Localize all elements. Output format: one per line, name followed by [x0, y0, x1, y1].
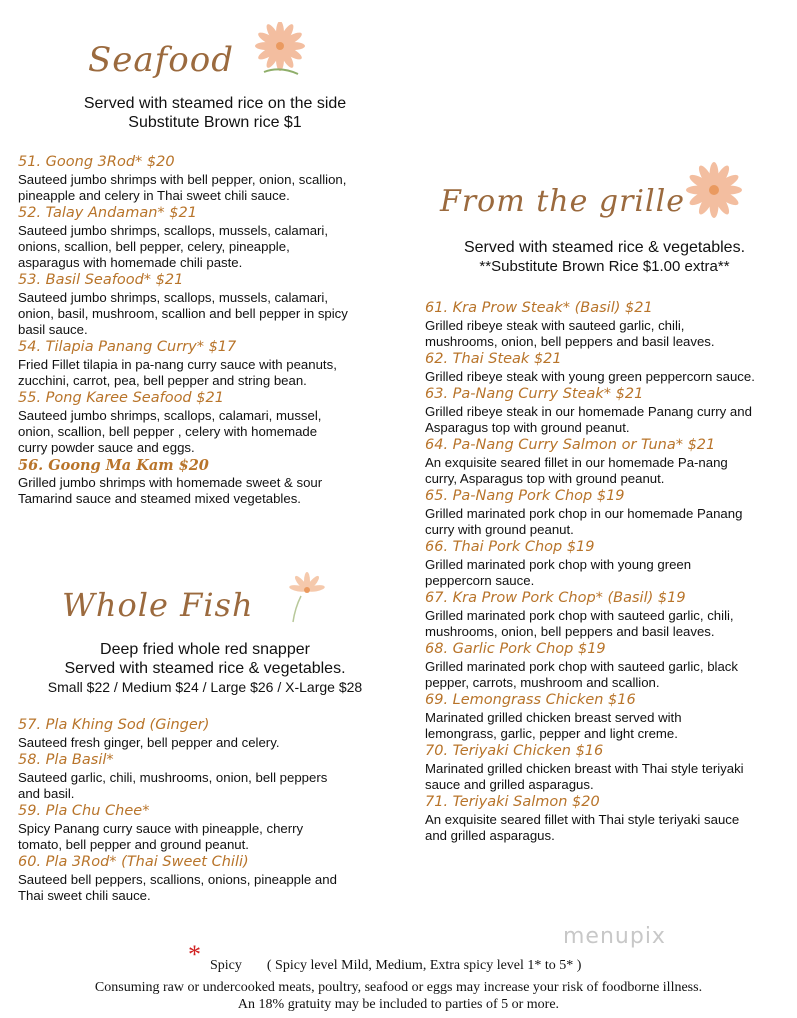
menu-item-title: 55. Pong Karee Seafood $21 [18, 390, 224, 406]
menu-item-desc: onion, basil, mushroom, scallion and bell pepper in spicy [18, 306, 348, 321]
grille-title: From the grille [440, 184, 685, 219]
menu-item [425, 350, 795, 385]
seafood-title: Seafood [88, 40, 234, 80]
menu-item-desc: sauce and grilled asparagus. [425, 777, 594, 792]
menu-item-desc: Sauteed jumbo shrimps, scallops, mussels, calamari, [18, 290, 329, 305]
menu-item-desc: Marinated grilled chicken breast served with [425, 710, 682, 725]
menu-item-title: 60. Pla 3Rod* (Thai Sweet Chili) [18, 854, 249, 870]
menu-item-desc: mushrooms, onion, bell peppers and basil leaves. [425, 624, 715, 639]
menu-item [18, 338, 398, 389]
menu-item-title: 62. Thai Steak $21 [425, 351, 562, 367]
menu-item [425, 742, 795, 793]
menu-item-desc: curry powder sauce and eggs. [18, 440, 195, 455]
menu-item-title: 61. Kra Prow Steak* (Basil) $21 [425, 300, 653, 316]
menu-item [18, 802, 398, 853]
menu-item [18, 853, 398, 904]
menu-item-desc: asparagus with homemade chili paste. [18, 255, 243, 270]
flower-icon [250, 22, 312, 78]
menu-item-desc: zucchini, carrot, pea, bell pepper and string bean. [18, 373, 307, 388]
menu-item-desc: Spicy Panang curry sauce with pineapple, cherry [18, 821, 304, 836]
menu-item [425, 487, 795, 538]
whole-fish-list [18, 716, 398, 904]
menu-item-desc: Asparagus top with ground peanut. [425, 420, 630, 435]
whole-fish-subtitle-line: Small $22 / Medium $24 / Large $26 / X-Large $28 [47, 679, 363, 695]
menu-item-desc: tomato, bell pepper and ground peanut. [18, 837, 249, 852]
menu-item [18, 456, 398, 507]
menu-item-desc: curry, Asparagus top with ground peanut. [425, 471, 665, 486]
menu-item [425, 589, 795, 640]
menu-item [18, 716, 398, 751]
menu-item-desc: Grilled ribeye steak with sauteed garlic, chili, [425, 318, 685, 333]
menu-item-title: 63. Pa-Nang Curry Steak* $21 [425, 386, 644, 402]
whole-fish-subtitle-line: Served with steamed rice & vegetables. [64, 660, 346, 677]
menu-item-title: 64. Pa-Nang Curry Salmon or Tuna* $21 [425, 437, 716, 453]
menu-item-title: 57. Pla Khing Sod (Ginger) [18, 717, 210, 733]
menu-item-desc: Sauteed bell peppers, scallions, onions, pineapple and [18, 872, 337, 887]
menu-item-desc: curry with ground peanut. [425, 522, 574, 537]
menu-item-desc: Grilled marinated pork chop with sauteed garlic, black [425, 659, 738, 674]
menu-item-desc: Grilled jumbo shrimps with homemade sweet & sour [18, 475, 323, 490]
menu-item-desc: and grilled asparagus. [425, 828, 555, 843]
flower-icon [283, 572, 325, 624]
whole-fish-subtitle-line: Deep fried whole red snapper [100, 641, 310, 658]
menu-item-desc: Grilled ribeye steak in our homemade Panang curry and [425, 404, 752, 419]
menu-item-desc: Tamarind sauce and steamed mixed vegetables. [18, 491, 301, 506]
menu-item-desc: Grilled ribeye steak with young green peppercorn sauce. [425, 369, 755, 384]
menu-item-title: 53. Basil Seafood* $21 [18, 272, 184, 288]
menu-item-desc: Grilled marinated pork chop with young green [425, 557, 692, 572]
grille-subtitle-line: Served with steamed rice & vegetables. [463, 239, 746, 256]
spicy-label: Spicy [210, 958, 242, 973]
menu-item-desc: Thai sweet chili sauce. [18, 888, 151, 903]
menu-item-desc: Sauteed jumbo shrimps, scallops, calamari, mussel, [18, 408, 322, 423]
menu-item [18, 153, 398, 204]
menu-item [18, 389, 398, 456]
whole-fish-subtitle [10, 640, 400, 697]
menu-item-desc: Fried Fillet tilapia in pa-nang curry sauce with peanuts, [18, 357, 337, 372]
menu-item-desc: onions, scallion, bell pepper, celery, pineapple, [18, 239, 290, 254]
menu-item-title: 56. Goong Ma Kam $20 [18, 457, 209, 474]
menu-item-desc: Sauteed jumbo shrimps with bell pepper, onion, scallion, [18, 172, 347, 187]
menu-item-desc: lemongrass, garlic, pepper and light creme. [425, 726, 678, 741]
menu-item-title: 70. Teriyaki Chicken $16 [425, 743, 604, 759]
menu-item-desc: Marinated grilled chicken breast with Thai style teriyaki [425, 761, 744, 776]
menu-item-title: 71. Teriyaki Salmon $20 [425, 794, 600, 810]
menu-item-desc: An exquisite seared fillet in our homemade Pa-nang [425, 455, 728, 470]
menu-item-desc: mushrooms, onion, bell peppers and basil leaves. [425, 334, 715, 349]
spicy-levels: ( Spicy level Mild, Medium, Extra spicy level 1* to 5* ) [266, 958, 582, 973]
spicy-star-icon: * [188, 940, 201, 969]
menu-item [18, 271, 398, 338]
menu-item-desc: onion, scallion, bell pepper , celery with homemade [18, 424, 318, 439]
gratuity-note: An 18% gratuity may be included to parties of 5 or more. [237, 997, 560, 1012]
watermark: menupix [563, 924, 666, 949]
menu-item-title: 59. Pla Chu Chee* [18, 803, 150, 819]
grille-list [425, 299, 795, 844]
menu-item-desc: peppercorn sauce. [425, 573, 535, 588]
menu-item [425, 385, 795, 436]
menu-item-title: 69. Lemongrass Chicken $16 [425, 692, 636, 708]
seafood-subtitle-line: Served with steamed rice on the side [83, 95, 347, 112]
menu-item-title: 51. Goong 3Rod* $20 [18, 154, 175, 170]
menu-item-desc: Grilled marinated pork chop in our homemade Panang [425, 506, 743, 521]
menu-item-desc: An exquisite seared fillet with Thai style teriyaki sauce [425, 812, 740, 827]
menu-item-desc: Grilled marinated pork chop with sauteed garlic, chili, [425, 608, 734, 623]
menu-item-title: 66. Thai Pork Chop $19 [425, 539, 595, 555]
menu-item-desc: Sauteed jumbo shrimps, scallops, mussels, calamari, [18, 223, 329, 238]
menu-item [425, 793, 795, 844]
menu-item-desc: basil sauce. [18, 322, 88, 337]
seafood-list [18, 153, 398, 507]
menu-item [425, 640, 795, 691]
flower-icon [682, 160, 746, 220]
menu-item-title: 65. Pa-Nang Pork Chop $19 [425, 488, 625, 504]
seafood-subtitle [20, 94, 410, 132]
menu-item [18, 751, 398, 802]
menu-item-desc: pineapple and celery in Thai sweet chili sauce. [18, 188, 290, 203]
menu-item [425, 436, 795, 487]
seafood-subtitle-line: Substitute Brown rice $1 [128, 114, 302, 131]
menu-item-title: 54. Tilapia Panang Curry* $17 [18, 339, 237, 355]
menu-item [425, 299, 795, 350]
menu-item-desc: Sauteed garlic, chili, mushrooms, onion, bell peppers [18, 770, 328, 785]
menu-item [18, 204, 398, 271]
grille-subtitle [412, 238, 797, 276]
menu-item-title: 68. Garlic Pork Chop $19 [425, 641, 606, 657]
menu-item [425, 538, 795, 589]
menu-item-title: 52. Talay Andaman* $21 [18, 205, 197, 221]
spicy-legend [210, 958, 581, 974]
grille-subtitle-line: **Substitute Brown Rice $1.00 extra** [479, 258, 730, 275]
menu-item-title: 58. Pla Basil* [18, 752, 114, 768]
menu-item [425, 691, 795, 742]
food-warning: Consuming raw or undercooked meats, poultry, seafood or eggs may increase your risk of foodborne illness. [94, 980, 703, 995]
menu-item-desc: Sauteed fresh ginger, bell pepper and celery. [18, 735, 280, 750]
menu-item-desc: and basil. [18, 786, 75, 801]
menu-item-title: 67. Kra Prow Pork Chop* (Basil) $19 [425, 590, 686, 606]
whole-fish-title: Whole Fish [62, 586, 254, 624]
menu-item-desc: pepper, carrots, mushroom and scallion. [425, 675, 660, 690]
